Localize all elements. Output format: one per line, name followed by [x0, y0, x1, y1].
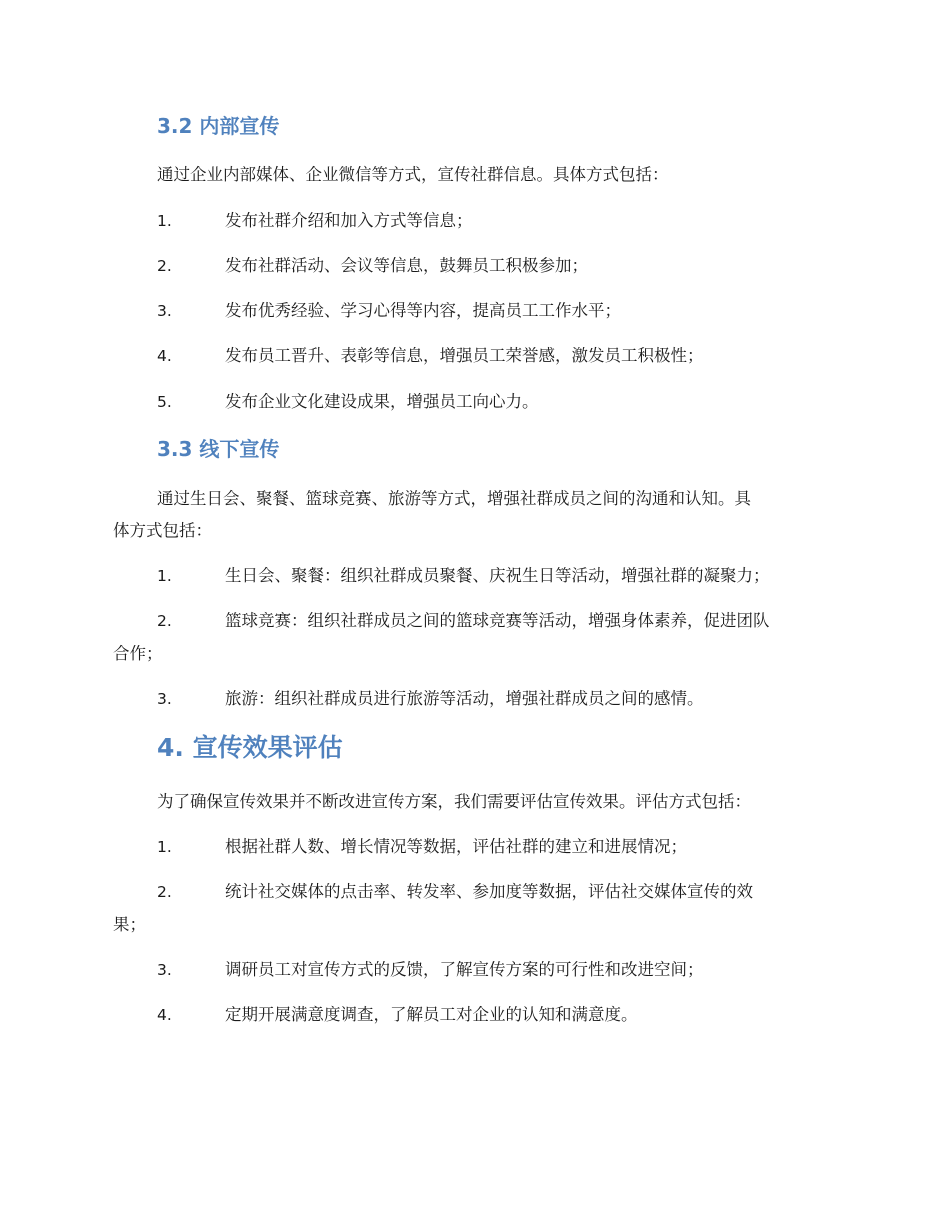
list-item-number: 3. — [157, 302, 172, 320]
list-item-number: 5. — [157, 393, 172, 411]
section-3-2-intro: 通过企业内部媒体、企业微信等方式，宣传社群信息。具体方式包括： — [157, 165, 669, 184]
list-item-text: 统计社交媒体的点击率、转发率、参加度等数据，评估社交媒体宣传的效 — [225, 882, 753, 901]
list-item-text: 篮球竞赛：组织社群成员之间的篮球竞赛等活动，增强身体素养，促进团队 — [225, 611, 770, 630]
section-heading-4: 4. 宣传效果评估 — [157, 733, 343, 762]
list-item-number: 2. — [157, 883, 172, 901]
list-item-number: 1. — [157, 838, 172, 856]
list-item-number: 3. — [157, 690, 172, 708]
list-item-text: 根据社群人数、增长情况等数据，评估社群的建立和进展情况； — [225, 837, 687, 856]
list-item-number: 2. — [157, 612, 172, 630]
list-item-number: 1. — [157, 567, 172, 585]
section-heading-3-2: 3.2 内部宣传 — [157, 114, 280, 138]
list-item-number: 4. — [157, 347, 172, 365]
list-item-text: 发布社群介绍和加入方式等信息； — [225, 211, 473, 230]
list-item-number: 1. — [157, 212, 172, 230]
section-3-3-intro-line1: 通过生日会、聚餐、篮球竞赛、旅游等方式，增强社群成员之间的沟通和认知。具 — [157, 489, 751, 508]
list-item-text: 旅游：组织社群成员进行旅游等活动，增强社群成员之间的感情。 — [225, 689, 704, 708]
list-item-number: 4. — [157, 1006, 172, 1024]
section-4-intro: 为了确保宣传效果并不断改进宣传方案，我们需要评估宣传效果。评估方式包括： — [157, 792, 751, 811]
list-item-text: 调研员工对宣传方式的反馈，了解宣传方案的可行性和改进空间； — [225, 960, 704, 979]
list-item-number: 3. — [157, 961, 172, 979]
list-item-number: 2. — [157, 257, 172, 275]
list-item-text: 发布社群活动、会议等信息，鼓舞员工积极参加； — [225, 256, 588, 275]
list-item-continuation: 合作； — [113, 644, 163, 663]
list-item-text: 发布优秀经验、学习心得等内容，提高员工工作水平； — [225, 301, 621, 320]
list-item-continuation: 果； — [113, 915, 146, 934]
list-item-text: 发布企业文化建设成果，增强员工向心力。 — [225, 392, 539, 411]
section-3-3-intro-line2: 体方式包括： — [113, 521, 212, 540]
section-heading-3-3: 3.3 线下宣传 — [157, 437, 280, 461]
list-item-text: 定期开展满意度调查，了解员工对企业的认知和满意度。 — [225, 1005, 638, 1024]
list-item-text: 生日会、聚餐：组织社群成员聚餐、庆祝生日等活动，增强社群的凝聚力； — [225, 566, 770, 585]
list-item-text: 发布员工晋升、表彰等信息，增强员工荣誉感，激发员工积极性； — [225, 346, 704, 365]
